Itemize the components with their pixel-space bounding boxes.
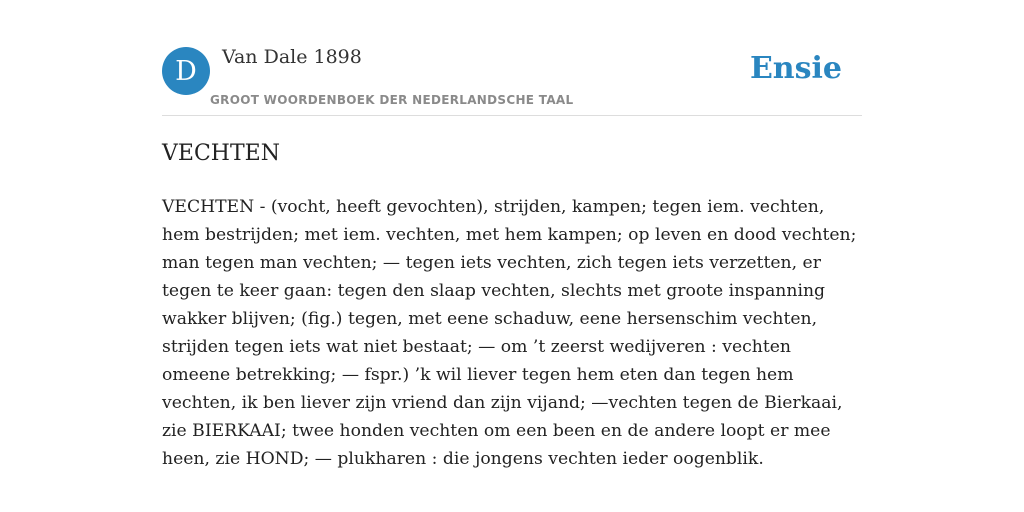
- header-divider: [162, 115, 862, 116]
- dictionary-card: [162, 0, 862, 512]
- source-avatar: [162, 47, 210, 95]
- source-subtitle: GROOT WOORDENBOEK DER NEDERLANDSCHE TAAL: [210, 93, 574, 107]
- brand-logo[interactable]: Ensie: [749, 51, 842, 86]
- entry-headword: VECHTEN: [162, 141, 280, 166]
- avatar-letter: D: [175, 55, 197, 87]
- entry-definition: VECHTEN - (vocht, heeft gevochten), strijden, kampen; tegen iem. vechten, hem bestrijden; met iem. vechten, met hem kampen; op leven en dood vechten; man tegen man vechten; — tegen iets vechten, zich tegen iets verzetten, er tegen te keer gaan: tegen den slaap vechten, slechts met groote inspanning wakker blijven; (fig.) tegen, met eene schaduw, eene hersenschim vechten, strijden tegen iets wat niet bestaat; — om ’t zeerst wedijveren : vechten omeene betrekking; — fspr.) ’k wil liever tegen hem eten dan tegen hem vechten, ik ben liever zijn vriend dan zijn vijand; —vechten tegen de Bierkaai, zie BIERKAAI; twee honden vechten om een been en de andere loopt er mee heen, zie HOND; — plukharen : die jongens vechten ieder oogenblik.: [162, 197, 857, 469]
- source-title[interactable]: Van Dale 1898: [222, 46, 362, 68]
